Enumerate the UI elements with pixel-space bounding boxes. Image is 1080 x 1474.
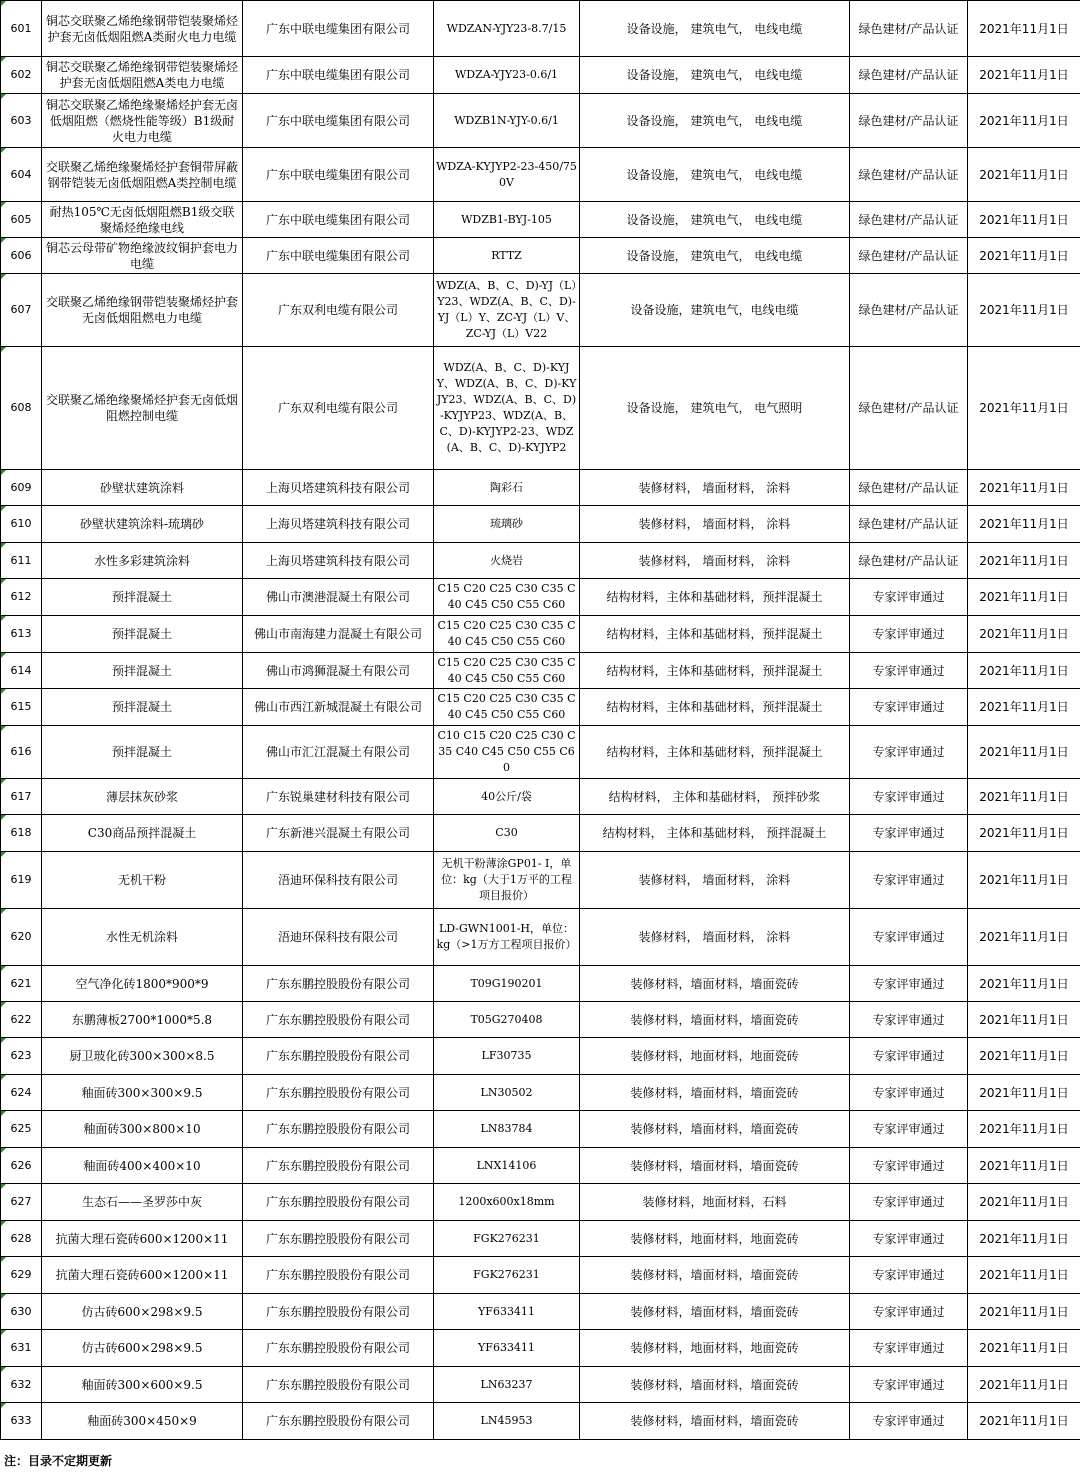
certification-basis: 绿色建材/产品认证 xyxy=(850,148,968,202)
product-category: 装修材料，墙面材料，墙面瓷砖 xyxy=(580,1002,850,1038)
certification-basis: 绿色建材/产品认证 xyxy=(850,347,968,470)
product-model: FGK276231 xyxy=(434,1221,580,1257)
listing-date: 2021年11月1日 xyxy=(968,579,1080,616)
row-number: 627 xyxy=(1,1184,42,1221)
certification-basis: 专家评审通过 xyxy=(850,1294,968,1330)
product-name: 釉面砖300×600×9.5 xyxy=(42,1367,243,1403)
product-model: LF30735 xyxy=(434,1038,580,1075)
product-category: 设备设施， 建筑电气， 电线电缆 xyxy=(580,1,850,57)
product-model: WDZB1-BYJ-105 xyxy=(434,202,580,238)
listing-date: 2021年11月1日 xyxy=(968,1403,1080,1440)
listing-date: 2021年11月1日 xyxy=(968,1111,1080,1148)
certification-basis: 绿色建材/产品认证 xyxy=(850,506,968,543)
footnote: 注：目录不定期更新 xyxy=(4,1454,113,1468)
listing-date: 2021年11月1日 xyxy=(968,274,1080,347)
product-name: 预拌混凝土 xyxy=(42,616,243,653)
row-number: 603 xyxy=(1,94,42,148)
company-name: 广东东鹏控股股份有限公司 xyxy=(243,1367,434,1403)
table-row xyxy=(1,1184,1080,1221)
product-category: 结构材料，主体和基础材料，预拌混凝土 xyxy=(580,653,850,689)
listing-date: 2021年11月1日 xyxy=(968,726,1080,779)
table-row xyxy=(1,1002,1080,1038)
row-number: 625 xyxy=(1,1111,42,1148)
row-number: 618 xyxy=(1,815,42,852)
product-name: 铜芯交联聚乙烯绝缘钢带铠装聚烯烃护套无卤低烟阻燃A类电力电缆 xyxy=(42,57,243,94)
table-row xyxy=(1,616,1080,653)
table-row xyxy=(1,506,1080,543)
company-name: 上海贝塔建筑科技有限公司 xyxy=(243,506,434,543)
product-category: 装修材料， 墙面材料， 涂料 xyxy=(580,506,850,543)
row-number: 608 xyxy=(1,347,42,470)
product-category: 装修材料， 墙面材料， 涂料 xyxy=(580,909,850,966)
row-number: 626 xyxy=(1,1148,42,1184)
product-model: T05G270408 xyxy=(434,1002,580,1038)
row-number: 605 xyxy=(1,202,42,238)
table-row xyxy=(1,909,1080,966)
listing-date: 2021年11月1日 xyxy=(968,470,1080,506)
certification-basis: 专家评审通过 xyxy=(850,852,968,909)
product-model: 火烧岩 xyxy=(434,543,580,579)
certification-basis: 专家评审通过 xyxy=(850,1367,968,1403)
row-number: 623 xyxy=(1,1038,42,1075)
company-name: 广东东鹏控股股份有限公司 xyxy=(243,1075,434,1111)
table-row xyxy=(1,1148,1080,1184)
listing-date: 2021年11月1日 xyxy=(968,347,1080,470)
row-number: 604 xyxy=(1,148,42,202)
product-model: LN83784 xyxy=(434,1111,580,1148)
row-number: 633 xyxy=(1,1403,42,1440)
product-category: 装修材料， 墙面材料， 涂料 xyxy=(580,852,850,909)
certification-basis: 绿色建材/产品认证 xyxy=(850,543,968,579)
listing-date: 2021年11月1日 xyxy=(968,1002,1080,1038)
row-number: 609 xyxy=(1,470,42,506)
product-name: 预拌混凝土 xyxy=(42,579,243,616)
listing-date: 2021年11月1日 xyxy=(968,966,1080,1002)
product-name: 交联聚乙烯绝缘聚烯烃护套铜带屏蔽钢带铠装无卤低烟阻燃A类控制电缆 xyxy=(42,148,243,202)
product-name: 空气净化砖1800*900*9 xyxy=(42,966,243,1002)
listing-date: 2021年11月1日 xyxy=(968,543,1080,579)
table-row xyxy=(1,1111,1080,1148)
listing-date: 2021年11月1日 xyxy=(968,1257,1080,1294)
listing-date: 2021年11月1日 xyxy=(968,689,1080,726)
company-name: 广东锐巢建材科技有限公司 xyxy=(243,779,434,815)
table-row xyxy=(1,852,1080,909)
product-category: 装修材料，墙面材料，墙面瓷砖 xyxy=(580,1148,850,1184)
company-name: 浯迪环保科技有限公司 xyxy=(243,909,434,966)
product-category: 装修材料，墙面材料，墙面瓷砖 xyxy=(580,1294,850,1330)
company-name: 广东中联电缆集团有限公司 xyxy=(243,238,434,274)
product-category: 结构材料，主体和基础材料，预拌混凝土 xyxy=(580,726,850,779)
product-name: 交联聚乙烯绝缘钢带铠装聚烯烃护套无卤低烟阻燃电力电缆 xyxy=(42,274,243,347)
listing-date: 2021年11月1日 xyxy=(968,202,1080,238)
certification-basis: 专家评审通过 xyxy=(850,909,968,966)
certification-basis: 专家评审通过 xyxy=(850,779,968,815)
product-model: LD-GWN1001-H，单位：kg（>1万方工程项目报价） xyxy=(434,909,580,966)
row-number: 607 xyxy=(1,274,42,347)
row-number: 606 xyxy=(1,238,42,274)
certification-basis: 专家评审通过 xyxy=(850,1184,968,1221)
company-name: 广东东鹏控股股份有限公司 xyxy=(243,1221,434,1257)
product-name: 抗菌大理石瓷砖600×1200×11 xyxy=(42,1257,243,1294)
listing-date: 2021年11月1日 xyxy=(968,815,1080,852)
table-row xyxy=(1,1221,1080,1257)
certification-basis: 专家评审通过 xyxy=(850,1075,968,1111)
product-category: 设备设施， 建筑电气， 电线电缆 xyxy=(580,148,850,202)
certification-basis: 绿色建材/产品认证 xyxy=(850,470,968,506)
certification-basis: 专家评审通过 xyxy=(850,579,968,616)
company-name: 广东东鹏控股股份有限公司 xyxy=(243,1148,434,1184)
company-name: 广东中联电缆集团有限公司 xyxy=(243,94,434,148)
product-category: 设备设施， 建筑电气， 电线电缆 xyxy=(580,202,850,238)
certification-basis: 绿色建材/产品认证 xyxy=(850,202,968,238)
product-model: RTTZ xyxy=(434,238,580,274)
company-name: 广东双利电缆有限公司 xyxy=(243,347,434,470)
product-model: 无机干粉薄涂GP01- I，单位：kg（大于1万平的工程项目报价） xyxy=(434,852,580,909)
row-number: 624 xyxy=(1,1075,42,1111)
table-row xyxy=(1,202,1080,238)
listing-date: 2021年11月1日 xyxy=(968,852,1080,909)
certification-basis: 专家评审通过 xyxy=(850,616,968,653)
product-name: 预拌混凝土 xyxy=(42,726,243,779)
company-name: 广东东鹏控股股份有限公司 xyxy=(243,1038,434,1075)
table-row xyxy=(1,1075,1080,1111)
product-name: 釉面砖300×450×9 xyxy=(42,1403,243,1440)
product-model: WDZ(A、B、C、D)-KYJY、WDZ(A、B、C、D)-KYJY23、WDZ(A、B、C、D)-KYJYP23、WDZ(A、B、C、D)-KYJYP2-23、WDZ(A、B、C、D)-KYJYP2 xyxy=(434,347,580,470)
product-name: 耐热105℃无卤低烟阻燃B1级交联聚烯烃绝缘电线 xyxy=(42,202,243,238)
company-name: 广东中联电缆集团有限公司 xyxy=(243,148,434,202)
product-name: 无机干粉 xyxy=(42,852,243,909)
certification-basis: 专家评审通过 xyxy=(850,653,968,689)
product-name: 铜芯云母带矿物绝缘波纹铜护套电力电缆 xyxy=(42,238,243,274)
table-row xyxy=(1,274,1080,347)
row-number: 601 xyxy=(1,1,42,57)
product-category: 结构材料，主体和基础材料，预拌混凝土 xyxy=(580,689,850,726)
listing-date: 2021年11月1日 xyxy=(968,616,1080,653)
product-category: 装修材料，墙面材料，墙面瓷砖 xyxy=(580,1403,850,1440)
product-model: C15 C20 C25 C30 C35 C40 C45 C50 C55 C60 xyxy=(434,689,580,726)
product-model: 琉璃砂 xyxy=(434,506,580,543)
product-category: 装修材料，地面材料，地面瓷砖 xyxy=(580,1330,850,1367)
product-model: LN45953 xyxy=(434,1403,580,1440)
company-name: 广东中联电缆集团有限公司 xyxy=(243,202,434,238)
row-number: 631 xyxy=(1,1330,42,1367)
certification-basis: 专家评审通过 xyxy=(850,689,968,726)
table-row xyxy=(1,1038,1080,1075)
row-number: 628 xyxy=(1,1221,42,1257)
certification-basis: 专家评审通过 xyxy=(850,1403,968,1440)
product-name: 水性无机涂料 xyxy=(42,909,243,966)
product-model: WDZB1N-YJY-0.6/1 xyxy=(434,94,580,148)
company-name: 广东中联电缆集团有限公司 xyxy=(243,1,434,57)
listing-date: 2021年11月1日 xyxy=(968,1330,1080,1367)
product-name: 交联聚乙烯绝缘聚烯烃护套无卤低烟阻燃控制电缆 xyxy=(42,347,243,470)
product-category: 结构材料， 主体和基础材料， 预拌混凝土 xyxy=(580,815,850,852)
row-number: 602 xyxy=(1,57,42,94)
row-number: 629 xyxy=(1,1257,42,1294)
table-row xyxy=(1,689,1080,726)
certification-basis: 绿色建材/产品认证 xyxy=(850,57,968,94)
listing-date: 2021年11月1日 xyxy=(968,909,1080,966)
row-number: 612 xyxy=(1,579,42,616)
row-number: 620 xyxy=(1,909,42,966)
table-row xyxy=(1,1367,1080,1403)
product-category: 装修材料，墙面材料，墙面瓷砖 xyxy=(580,966,850,1002)
product-model: LNX14106 xyxy=(434,1148,580,1184)
product-model: 陶彩石 xyxy=(434,470,580,506)
listing-date: 2021年11月1日 xyxy=(968,238,1080,274)
product-model: WDZ(A、B、C、D)-YJ（L）Y23、WDZ(A、B、C、D)-YJ（L）Y、ZC-YJ（L）V、ZC-YJ（L）V22 xyxy=(434,274,580,347)
certification-basis: 专家评审通过 xyxy=(850,815,968,852)
listing-date: 2021年11月1日 xyxy=(968,1075,1080,1111)
row-number: 622 xyxy=(1,1002,42,1038)
table-row xyxy=(1,1257,1080,1294)
row-number: 617 xyxy=(1,779,42,815)
product-category: 装修材料，墙面材料，墙面瓷砖 xyxy=(580,1075,850,1111)
product-category: 设备设施，建筑电气，电线电缆 xyxy=(580,274,850,347)
product-name: 厨卫玻化砖300×300×8.5 xyxy=(42,1038,243,1075)
certification-basis: 绿色建材/产品认证 xyxy=(850,1,968,57)
company-name: 广东东鹏控股股份有限公司 xyxy=(243,1002,434,1038)
company-name: 广东东鹏控股股份有限公司 xyxy=(243,1330,434,1367)
company-name: 上海贝塔建筑科技有限公司 xyxy=(243,543,434,579)
listing-date: 2021年11月1日 xyxy=(968,1,1080,57)
table-row xyxy=(1,470,1080,506)
table-row xyxy=(1,148,1080,202)
product-model: FGK276231 xyxy=(434,1257,580,1294)
product-name: 铜芯交联聚乙烯绝缘钢带铠装聚烯烃护套无卤低烟阻燃A类耐火电力电缆 xyxy=(42,1,243,57)
listing-date: 2021年11月1日 xyxy=(968,1184,1080,1221)
table-row xyxy=(1,1403,1080,1440)
certification-basis: 绿色建材/产品认证 xyxy=(850,94,968,148)
product-name: 仿古砖600×298×9.5 xyxy=(42,1294,243,1330)
listing-date: 2021年11月1日 xyxy=(968,57,1080,94)
row-number: 630 xyxy=(1,1294,42,1330)
row-number: 632 xyxy=(1,1367,42,1403)
table-row xyxy=(1,57,1080,94)
product-name: C30商品预拌混凝土 xyxy=(42,815,243,852)
product-category: 设备设施， 建筑电气， 电线电缆 xyxy=(580,94,850,148)
product-model: C10 C15 C20 C25 C30 C35 C40 C45 C50 C55 C60 xyxy=(434,726,580,779)
product-model: WDZA-YJY23-0.6/1 xyxy=(434,57,580,94)
listing-date: 2021年11月1日 xyxy=(968,148,1080,202)
product-model: YF633411 xyxy=(434,1330,580,1367)
listing-date: 2021年11月1日 xyxy=(968,506,1080,543)
listing-date: 2021年11月1日 xyxy=(968,1367,1080,1403)
product-name: 预拌混凝土 xyxy=(42,653,243,689)
product-name: 釉面砖300×800×10 xyxy=(42,1111,243,1148)
product-name: 抗菌大理石瓷砖600×1200×11 xyxy=(42,1221,243,1257)
product-model: WDZAN-YJY23-8.7/15 xyxy=(434,1,580,57)
certification-basis: 专家评审通过 xyxy=(850,1330,968,1367)
certification-basis: 专家评审通过 xyxy=(850,1257,968,1294)
table-row xyxy=(1,347,1080,470)
table-row xyxy=(1,779,1080,815)
table-row xyxy=(1,1330,1080,1367)
table-row xyxy=(1,653,1080,689)
listing-date: 2021年11月1日 xyxy=(968,1148,1080,1184)
table-row xyxy=(1,94,1080,148)
company-name: 浯迪环保科技有限公司 xyxy=(243,852,434,909)
company-name: 广东东鹏控股股份有限公司 xyxy=(243,966,434,1002)
product-category: 装修材料， 墙面材料， 涂料 xyxy=(580,543,850,579)
table-row xyxy=(1,966,1080,1002)
company-name: 佛山市南海建力混凝土有限公司 xyxy=(243,616,434,653)
company-name: 佛山市西江新城混凝土有限公司 xyxy=(243,689,434,726)
product-category: 结构材料， 主体和基础材料， 预拌砂浆 xyxy=(580,779,850,815)
row-number: 611 xyxy=(1,543,42,579)
row-number: 619 xyxy=(1,852,42,909)
product-name: 东鹏薄板2700*1000*5.8 xyxy=(42,1002,243,1038)
product-model: 40公斤/袋 xyxy=(434,779,580,815)
certification-basis: 绿色建材/产品认证 xyxy=(850,238,968,274)
product-category: 装修材料，墙面材料，墙面瓷砖 xyxy=(580,1367,850,1403)
company-name: 广东东鹏控股股份有限公司 xyxy=(243,1294,434,1330)
product-category: 设备设施， 建筑电气， 电线电缆 xyxy=(580,238,850,274)
certification-basis: 专家评审通过 xyxy=(850,1002,968,1038)
listing-date: 2021年11月1日 xyxy=(968,1221,1080,1257)
product-name: 水性多彩建筑涂料 xyxy=(42,543,243,579)
product-name: 薄层抹灰砂浆 xyxy=(42,779,243,815)
listing-date: 2021年11月1日 xyxy=(968,779,1080,815)
catalog-body xyxy=(1,1,1080,1440)
product-name: 预拌混凝土 xyxy=(42,689,243,726)
row-number: 614 xyxy=(1,653,42,689)
certification-basis: 专家评审通过 xyxy=(850,966,968,1002)
table-row xyxy=(1,543,1080,579)
company-name: 上海贝塔建筑科技有限公司 xyxy=(243,470,434,506)
product-model: C30 xyxy=(434,815,580,852)
certification-basis: 专家评审通过 xyxy=(850,1148,968,1184)
product-category: 装修材料，墙面材料，墙面瓷砖 xyxy=(580,1257,850,1294)
product-category: 装修材料，地面材料，地面瓷砖 xyxy=(580,1221,850,1257)
company-name: 广东中联电缆集团有限公司 xyxy=(243,57,434,94)
product-model: 1200x600x18mm xyxy=(434,1184,580,1221)
certification-basis: 专家评审通过 xyxy=(850,1111,968,1148)
row-number: 621 xyxy=(1,966,42,1002)
product-model: LN30502 xyxy=(434,1075,580,1111)
product-model: C15 C20 C25 C30 C35 C40 C45 C50 C55 C60 xyxy=(434,653,580,689)
table-row xyxy=(1,1,1080,57)
row-number: 610 xyxy=(1,506,42,543)
listing-date: 2021年11月1日 xyxy=(968,1038,1080,1075)
product-category: 设备设施， 建筑电气， 电气照明 xyxy=(580,347,850,470)
product-category: 结构材料，主体和基础材料，预拌混凝土 xyxy=(580,579,850,616)
certification-basis: 专家评审通过 xyxy=(850,726,968,779)
product-name: 生态石——圣罗莎中灰 xyxy=(42,1184,243,1221)
table-row xyxy=(1,238,1080,274)
product-category: 设备设施， 建筑电气， 电线电缆 xyxy=(580,57,850,94)
product-name: 砂壁状建筑涂料 xyxy=(42,470,243,506)
table-row xyxy=(1,726,1080,779)
listing-date: 2021年11月1日 xyxy=(968,94,1080,148)
row-number: 613 xyxy=(1,616,42,653)
certification-basis: 绿色建材/产品认证 xyxy=(850,274,968,347)
product-model: WDZA-KYJYP2-23-450/750V xyxy=(434,148,580,202)
product-model: YF633411 xyxy=(434,1294,580,1330)
product-name: 釉面砖300×300×9.5 xyxy=(42,1075,243,1111)
product-model: LN63237 xyxy=(434,1367,580,1403)
company-name: 佛山市汇江混凝土有限公司 xyxy=(243,726,434,779)
product-category: 装修材料，地面材料，石料 xyxy=(580,1184,850,1221)
company-name: 广东东鹏控股股份有限公司 xyxy=(243,1257,434,1294)
company-name: 佛山市鸿狮混凝土有限公司 xyxy=(243,653,434,689)
product-model: T09G190201 xyxy=(434,966,580,1002)
product-name: 仿古砖600×298×9.5 xyxy=(42,1330,243,1367)
company-name: 广东双利电缆有限公司 xyxy=(243,274,434,347)
certification-basis: 专家评审通过 xyxy=(850,1038,968,1075)
product-name: 铜芯交联聚乙烯绝缘聚烯烃护套无卤低烟阻燃（燃烧性能等级）B1级耐火电力电缆 xyxy=(42,94,243,148)
company-name: 广东东鹏控股股份有限公司 xyxy=(243,1111,434,1148)
table-row xyxy=(1,1294,1080,1330)
product-model: C15 C20 C25 C30 C35 C40 C45 C50 C55 C60 xyxy=(434,579,580,616)
product-name: 砂壁状建筑涂料-琉璃砂 xyxy=(42,506,243,543)
product-name: 釉面砖400×400×10 xyxy=(42,1148,243,1184)
product-category: 结构材料，主体和基础材料，预拌混凝土 xyxy=(580,616,850,653)
table-row xyxy=(1,579,1080,616)
row-number: 616 xyxy=(1,726,42,779)
company-name: 广东新港兴混凝土有限公司 xyxy=(243,815,434,852)
product-model: C15 C20 C25 C30 C35 C40 C45 C50 C55 C60 xyxy=(434,616,580,653)
certification-basis: 专家评审通过 xyxy=(850,1221,968,1257)
company-name: 广东东鹏控股股份有限公司 xyxy=(243,1184,434,1221)
listing-date: 2021年11月1日 xyxy=(968,1294,1080,1330)
product-category: 装修材料，墙面材料，墙面瓷砖 xyxy=(580,1111,850,1148)
row-number: 615 xyxy=(1,689,42,726)
product-category: 装修材料，地面材料，地面瓷砖 xyxy=(580,1038,850,1075)
company-name: 广东东鹏控股股份有限公司 xyxy=(243,1403,434,1440)
listing-date: 2021年11月1日 xyxy=(968,653,1080,689)
product-category: 装修材料， 墙面材料， 涂料 xyxy=(580,470,850,506)
table-row xyxy=(1,815,1080,852)
company-name: 佛山市澳港混凝土有限公司 xyxy=(243,579,434,616)
